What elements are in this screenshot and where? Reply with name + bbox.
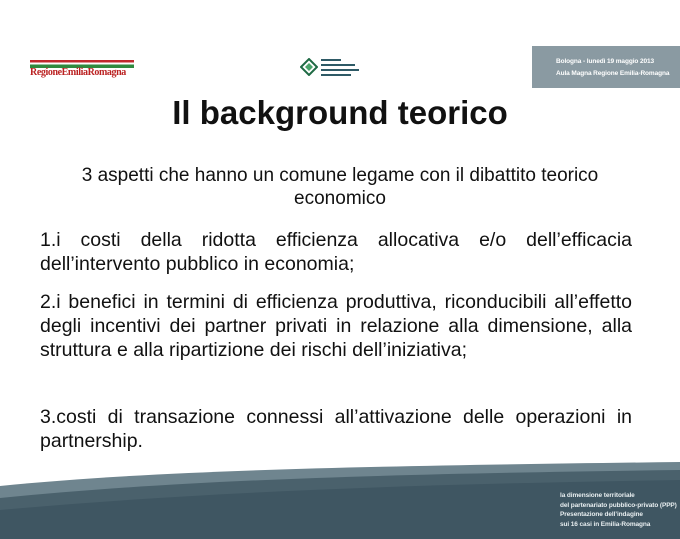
- footer-line: Presentazione dell’indagine: [560, 511, 643, 518]
- partner-logo-lines: [321, 59, 359, 79]
- point-2: 2.i benefici in termini di efficienza produttiva, riconducibili all’effetto degli incentivi dei partner privati in relazione alla dimensione, alla struttura e alla ripartizione dei rischi dell’iniziativa;: [40, 291, 632, 361]
- partner-logo-icon: [300, 58, 318, 76]
- footer-line: sui 16 casi in Emilia-Romagna: [560, 520, 651, 528]
- point-3: 3.costi di transazione connessi all’attivazione delle operazioni in partnership.: [40, 406, 632, 452]
- slide-subtitle: 3 aspetti che hanno un comune legame con il dibattito teorico economico: [81, 165, 599, 209]
- footer-caption: [560, 491, 678, 529]
- point-1: 1.i costi della ridotta efficienza allocativa e/o dell’efficacia dell’intervento pubblico in economia;: [40, 229, 632, 275]
- event-venue: Aula Magna Regione Emilia-Romagna: [556, 70, 670, 77]
- footer-line: la dimensione territoriale: [560, 492, 635, 499]
- event-banner: [532, 46, 680, 88]
- regione-emilia-romagna-logo: [30, 60, 134, 82]
- partner-logo: [300, 56, 360, 82]
- event-date: Bologna - lunedì 19 maggio 2013: [556, 58, 655, 65]
- slide-title: Il background teorico: [172, 94, 508, 131]
- footer-line: del partenariato pubblico-privato (PPP): [560, 501, 677, 509]
- logo-text: RegioneEmiliaRomagna: [30, 67, 126, 78]
